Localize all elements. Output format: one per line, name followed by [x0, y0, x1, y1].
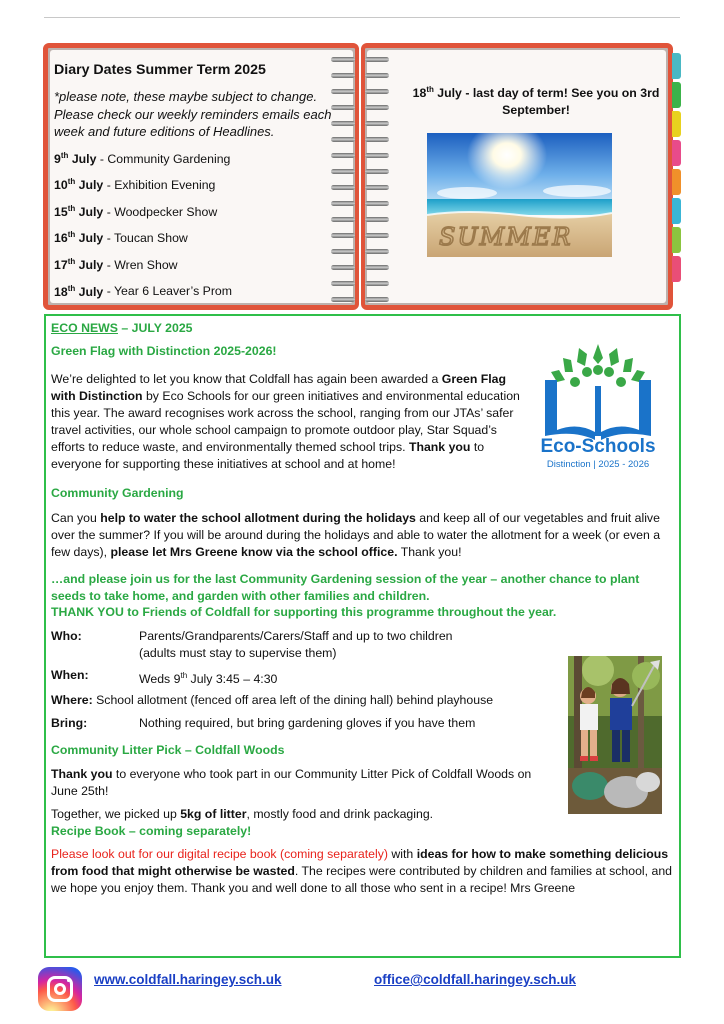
eco-schools-logo: [531, 336, 666, 472]
notebook-tabs: [672, 53, 681, 303]
diary-date-item: 17th July - Wren Show: [54, 256, 178, 272]
top-divider: [44, 17, 680, 18]
eco-logo-subtitle: Distinction | 2025 - 2026: [546, 459, 650, 470]
when-value: Weds 9th July 3:45 – 4:30: [139, 671, 278, 687]
litter-pick-photo: [568, 656, 662, 814]
community-gardening-paragraph: Can you help to water the school allotment during the holidays and keep all of our vegetables and fruit alive over the summer? If you will be around during the holidays and able to water the allotment for a week (or even a few days), please let Mrs Greene know via the school office. Thank you!: [51, 511, 661, 559]
diary-date-item: 16th July - Toucan Show: [54, 230, 188, 246]
notebook-rings: [331, 55, 391, 305]
diary-date-item: 18th July - Year 6 Leaver’s Prom: [54, 283, 233, 299]
diary-date-item: 15th July - Woodpecker Show: [54, 203, 218, 219]
litter-pick-paragraph: Thank you to everyone who took part in our Community Litter Pick of Coldfall Woods on June 25th!: [51, 767, 532, 798]
when-label: When:: [51, 668, 89, 682]
term-end-notice: 18th July - last day of term! See you on 3rd September!: [412, 85, 660, 118]
who-label: Who:: [51, 629, 82, 643]
diary-note: *please note, these maybe subject to change. Please check our weekly reminders emails each week and future editions of Headlines.: [54, 89, 332, 139]
friends-thanks-line: THANK YOU to Friends of Coldfall for supporting this programme throughout the year.: [51, 605, 557, 619]
summer-beach-image: [427, 133, 612, 257]
school-website-link[interactable]: www.coldfall.haringey.sch.uk: [94, 972, 282, 987]
litter-pick-total: Together, we picked up 5kg of litter, mostly food and drink packaging.: [51, 807, 434, 821]
instagram-icon[interactable]: [38, 967, 82, 1011]
eco-news-heading: ECO NEWS – JULY 2025: [51, 321, 193, 335]
community-gardening-title: Community Gardening: [51, 486, 184, 500]
diary-title: Diary Dates Summer Term 2025: [54, 62, 266, 78]
diary-date-item: 10th July - Exhibition Evening: [54, 177, 216, 193]
sand-text: SUMMER: [439, 223, 573, 251]
litter-pick-title: Community Litter Pick – Coldfall Woods: [51, 743, 285, 757]
recipe-book-title: Recipe Book – coming separately!: [51, 824, 252, 838]
recipe-book-paragraph: Please look out for our digital recipe book (coming separately) with ideas for how to make something delicious from food that might otherwise be wasted. The recipes were contributed by children and families at school, and we hope you enjoy them. Thank you and well done to all those who sent in a recipe! Mrs Greene: [51, 847, 672, 895]
join-gardening-line: …and please join us for the last Community Gardening session of the year – another chance to plant seeds to take home, and garden with other families and children.: [51, 572, 640, 603]
school-email-link[interactable]: office@coldfall.haringey.sch.uk: [374, 972, 576, 987]
where-line: Where: School allotment (fenced off area left of the dining hall) behind playhouse: [51, 693, 494, 707]
bring-label: Bring:: [51, 716, 88, 730]
who-value-note: (adults must stay to supervise them): [139, 646, 337, 660]
diary-date-item: 9th July - Community Gardening: [54, 150, 231, 166]
diary-dates: [54, 62, 339, 307]
green-flag-paragraph: We’re delighted to let you know that Coldfall has again been awarded a Green Flag with Distinction by Eco Schools for our green initiatives and environmental education this year. The award recognises work across the school, ranging from our JTAs’ safer travel activities, our whole school campaign to promote outdoor play, Star Squad’s efforts to reduce waste, and environmentally themed school trips. Thank you to everyone for supporting these initiatives at school and at home!: [51, 372, 520, 471]
eco-logo-name: Eco-Schools: [540, 436, 656, 457]
green-flag-title: Green Flag with Distinction 2025-2026!: [51, 344, 277, 358]
bring-value: Nothing required, but bring gardening gloves if you have them: [139, 716, 476, 730]
who-value: Parents/Grandparents/Carers/Staff and up to two children: [139, 629, 453, 643]
